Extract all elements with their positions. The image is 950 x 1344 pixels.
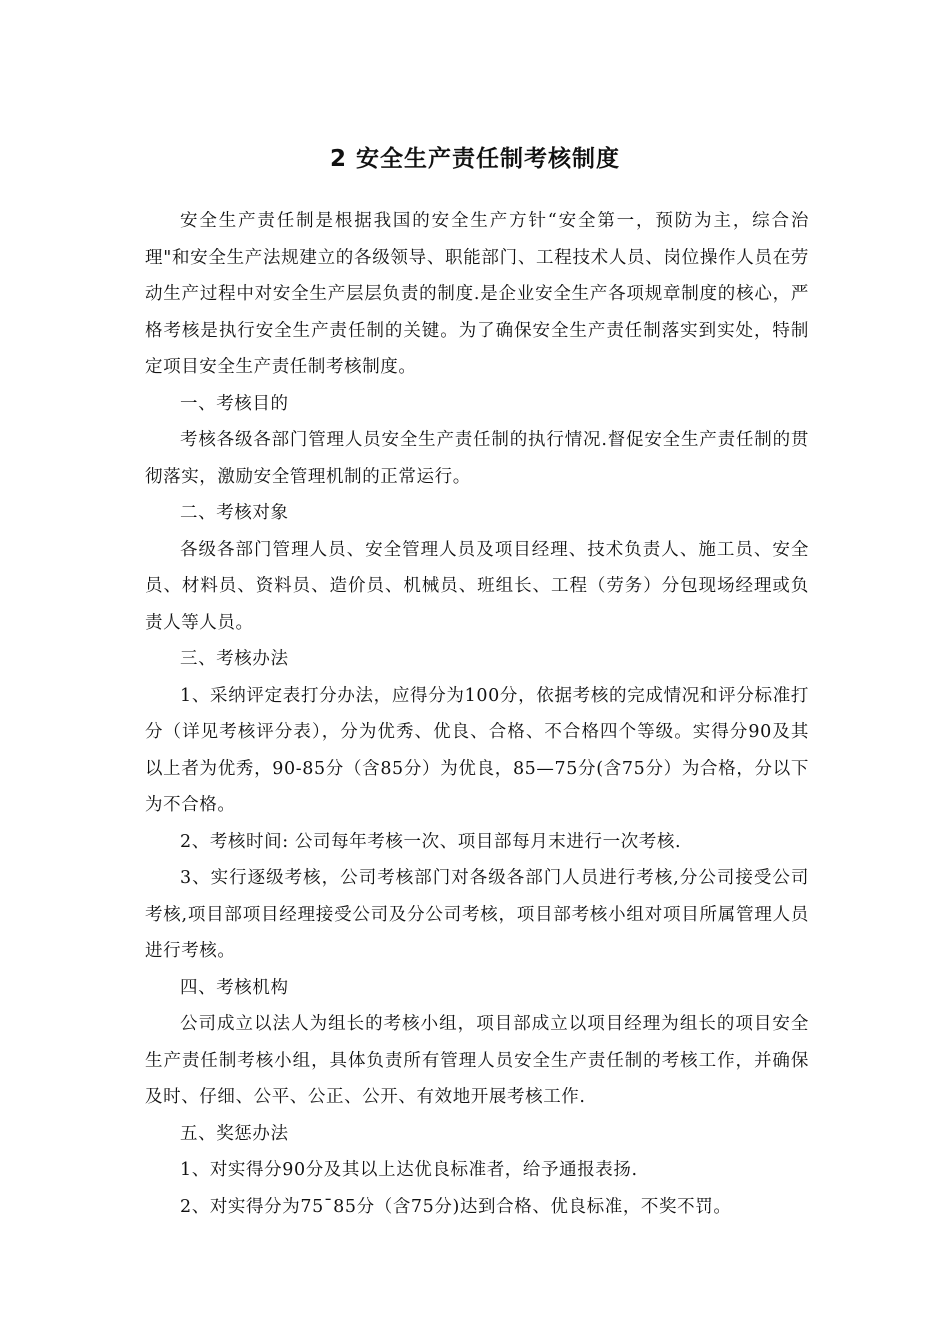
paragraph-purpose: 考核各级各部门管理人员安全生产责任制的执行情况.督促安全生产责任制的贯彻落实，激励安全管理机制的正常运行。 [145,430,809,487]
paragraph-method-1: 1、采纳评定表打分办法，应得分为100分，依据考核的完成情况和评分标准打分（详见考核评分表），分为优秀、优良、合格、不合格四个等级。实得分90及其以上者为优秀，90-85分（含85分）为优良，85—75分(含75分）为合格，分以下为不合格。 [145,685,809,815]
section-heading-methods: 三、考核办法 [180,649,289,669]
section-heading-targets: 二、考核对象 [180,503,289,523]
paragraph-targets: 各级各部门管理人员、安全管理人员及项目经理、技术负责人、施工员、安全员、材料员、资料员、造价员、机械员、班组长、工程（劳务）分包现场经理或负责人等人员。 [145,539,809,633]
paragraph-organization: 公司成立以法人为组长的考核小组，项目部成立以项目经理为组长的项目安全生产责任制考核小组，具体负责所有管理人员安全生产责任制的考核工作，并确保及时、仔细、公平、公正、公开、有效地开展考核工作. [145,1014,809,1107]
paragraph-intro: 安全生产责任制是根据我国的安全生产方针“安全第一，预防为主，综合治理"和安全生产法规建立的各级领导、职能部门、工程技术人员、岗位操作人员在劳动生产过程中对安全生产层层负责的制度.是企业安全生产各项规章制度的核心，严格考核是执行安全生产责任制的关键。为了确保安全生产责任制落实到实处，特制定项目安全生产责任制考核制度。 [145,211,809,377]
paragraph-reward-2: 2、对实得分为75¯85分（含75分)达到合格、优良标准，不奖不罚。 [180,1196,732,1217]
document-title: 2 安全生产责任制考核制度 [329,146,620,172]
paragraph-method-3: 3、实行逐级考核，公司考核部门对各级各部门人员进行考核,分公司接受公司考核,项目部项目经理接受公司及分公司考核，项目部考核小组对项目所属管理人员进行考核。 [145,868,809,961]
document-body [145,203,809,1225]
section-heading-organization: 四、考核机构 [180,977,289,998]
section-heading-purpose: 一、考核目的 [180,393,289,414]
paragraph-method-2: 2、考核时间: 公司每年考核一次、项目部每月末进行一次考核. [180,831,682,852]
paragraph-reward-1: 1、对实得分90分及其以上达优良标准者，给予通报表扬. [180,1160,638,1180]
section-heading-rewards: 五、奖惩办法 [180,1123,289,1144]
